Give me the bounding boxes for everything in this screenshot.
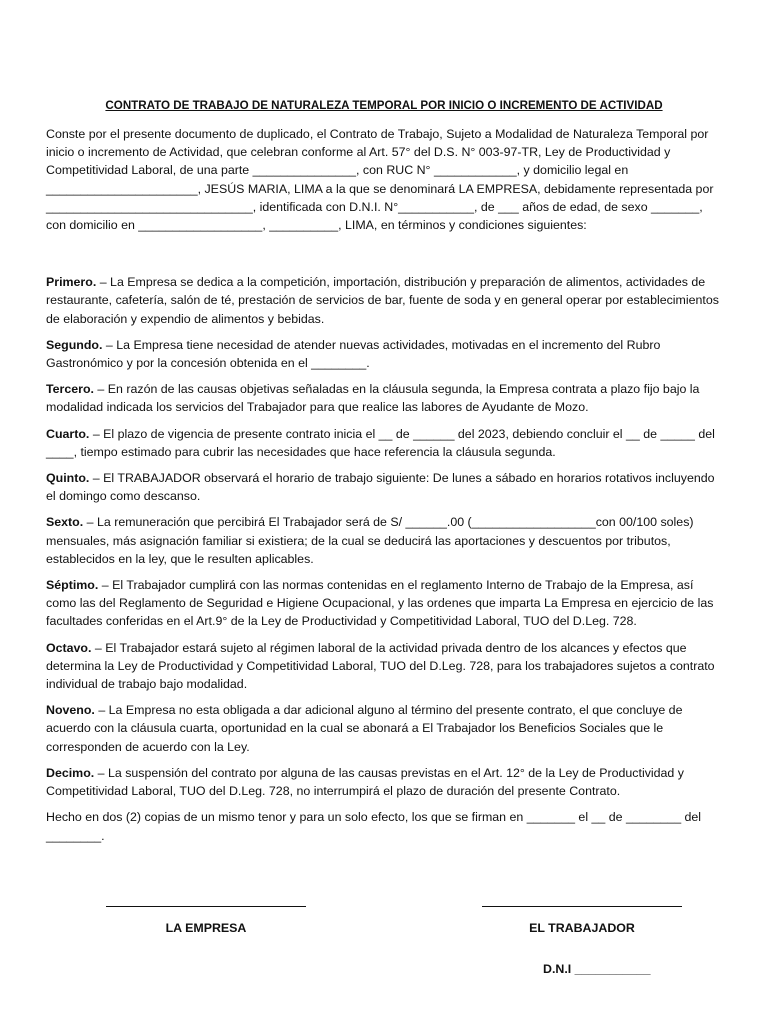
signature-block-trabajador bbox=[482, 906, 682, 935]
clause-label: Cuarto. bbox=[46, 426, 90, 441]
clause-label: Octavo. bbox=[46, 640, 92, 655]
clause-sexto bbox=[46, 513, 722, 568]
dni-field: D.N.I ___________ bbox=[543, 962, 651, 976]
signature-label-empresa: LA EMPRESA bbox=[165, 921, 247, 935]
clause-label: Decimo. bbox=[46, 765, 95, 780]
signature-line bbox=[106, 906, 306, 907]
clause-text: – El Trabajador estará sujeto al régimen laboral de la actividad privada dentro de los alcances y efectos que determina la Ley de Productividad y Competitividad Laboral, TUO del D.Leg. 728, para los trabajadores sujetos a contrato individual de trabajo bajo modalidad. bbox=[46, 640, 715, 692]
clause-label: Primero. bbox=[46, 275, 97, 290]
clause-text: – La remuneración que percibirá El Trabajador será de S/ ______.00 (__________________con 00/100 soles) mensuales, más asignación familiar si existiera; de la cual se deducirá las aportaciones y descuentos por tributos, establecidos en la ley, que le resulten aplicables. bbox=[46, 515, 694, 566]
clause-label: Noveno. bbox=[46, 703, 95, 718]
intro-paragraph: Conste por el presente documento de duplicado, el Contrato de Trabajo, Sujeto a Modalidad de Naturaleza Temporal por inicio o incremento de Actividad, que celebran conforme al Art. 57° del D.S. N° 003-97-TR, Ley de Productividad y Competitividad Laboral, de una parte _______________, con RUC N° ____________, y domicilio legal en ______________________, JESÚS MARIA, LIMA a la que se denominará LA EMPRESA, debidamente representada por ______________________________, identificada con D.N.I. N°___________, de ___ años de edad, de sexo _______, con domicilio en __________________, __________, LIMA, en términos y condiciones siguientes: bbox=[46, 127, 714, 233]
document-title: CONTRATO DE TRABAJO DE NATURALEZA TEMPORAL POR INICIO O INCREMENTO DE ACTIVIDAD bbox=[105, 99, 663, 112]
clause-label: Tercero. bbox=[46, 382, 94, 397]
document-body bbox=[46, 125, 722, 845]
clause-text: – La suspensión del contrato por alguna de las causas previstas en el Art. 12° de la Ley de Productividad y Competitividad Laboral, TUO del D.Leg. 728, no interrumpirá el plazo de duración del presente Contrato. bbox=[46, 765, 684, 799]
closing-paragraph: Hecho en dos (2) copias de un mismo tenor y para un solo efecto, los que se firman en _______ el __ de ________ del ________. bbox=[46, 810, 702, 843]
signature-line bbox=[482, 906, 682, 907]
signature-block-empresa bbox=[106, 906, 306, 935]
signature-label-trabajador: EL TRABAJADOR bbox=[529, 921, 635, 935]
clause-label: Segundo. bbox=[46, 337, 103, 352]
clause-text: – La Empresa se dedica a la competición, importación, distribución y preparación de alimentos, actividades de restaurante, cafetería, salón de té, prestación de servicios de bar, fuente de soda y en general operar por establecimientos de elaboración y expendio de alimentos y bebidas. bbox=[46, 275, 719, 326]
clause-text: – El TRABAJADOR observará el horario de trabajo siguiente: De lunes a sábado en horarios rotativos incluyendo el domingo como descanso. bbox=[46, 471, 715, 504]
clause-septimo bbox=[46, 576, 722, 631]
clause-label: Quinto. bbox=[46, 471, 90, 486]
clause-quinto bbox=[46, 469, 722, 505]
clause-text: – La Empresa tiene necesidad de atender nuevas actividades, motivadas en el incremento del Rubro Gastronómico y por la concesión obtenida en el ________. bbox=[46, 337, 661, 371]
clause-segundo bbox=[46, 336, 722, 372]
clause-label: Séptimo. bbox=[46, 578, 99, 593]
clause-text: – El plazo de vigencia de presente contrato inicia el __ de ______ del 2023, debiendo concluir el __ de _____ del ____, tiempo estimado para cubrir las necesidades que hace referencia la cláusula segunda. bbox=[46, 426, 715, 459]
clause-octavo bbox=[46, 639, 722, 694]
clause-decimo bbox=[46, 764, 722, 800]
clause-label: Sexto. bbox=[46, 515, 84, 530]
clause-noveno bbox=[46, 701, 722, 756]
clause-primero bbox=[46, 273, 722, 328]
clause-text: – En razón de las causas objetivas señaladas en la cláusula segunda, la Empresa contrata a plazo fijo bajo la modalidad indicada los servicios del Trabajador para que realice las labores de Ayudante de Mozo. bbox=[46, 382, 700, 415]
clause-tercero bbox=[46, 380, 722, 416]
clause-text: – La Empresa no esta obligada a dar adicional alguno al término del presente contrato, el que concluye de acuerdo con la cláusula cuarta, oportunidad en la cual se abonará a El Trabajador los Beneficios Sociales que le corresponden de acuerdo con la Ley. bbox=[46, 703, 683, 754]
clause-text: – El Trabajador cumplirá con las normas contenidas en el reglamento Interno de Trabajo de la Empresa, así como las del Reglamento de Seguridad e Higiene Ocupacional, y las ordenes que imparta La Empresa en ejercicio de las facultades conferidas en el Art.9° de la Ley de Productividad y Competitividad Laboral, TUO del D.Leg. 728. bbox=[46, 578, 714, 629]
clause-cuarto bbox=[46, 425, 722, 461]
